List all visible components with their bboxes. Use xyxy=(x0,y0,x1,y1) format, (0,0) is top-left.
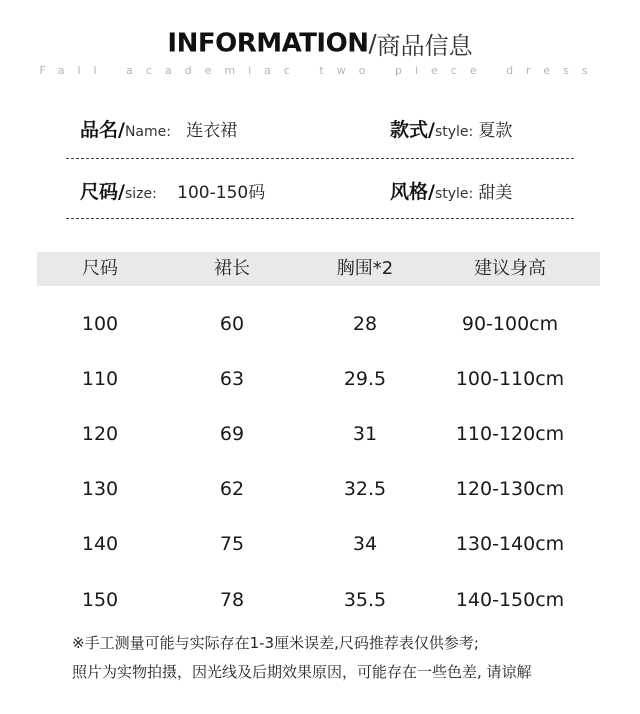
fashion-label-en: style: xyxy=(434,186,474,202)
divider-dashed xyxy=(66,158,574,159)
subtitle: Fall academiac two piece dress xyxy=(39,64,601,77)
name-value: 连衣裙 xyxy=(186,121,238,141)
header-size: 尺码 xyxy=(82,258,118,279)
cell-bust: 34 xyxy=(352,533,378,555)
style-label-en: style: xyxy=(434,124,474,140)
cell-height: 90-100cm xyxy=(461,313,559,335)
cell-height: 110-120cm xyxy=(455,423,565,445)
cell-height: 140-150cm xyxy=(455,589,565,611)
header-height: 建议身高 xyxy=(474,258,546,279)
cell-length: 78 xyxy=(219,589,245,611)
cell-size: 130 xyxy=(81,478,119,500)
fashion-label: 风格/ xyxy=(390,181,435,203)
cell-height: 130-140cm xyxy=(455,533,565,555)
table-row xyxy=(0,419,640,449)
table-row xyxy=(0,474,640,504)
title-separator: / xyxy=(368,29,377,58)
fashion-value: 甜美 xyxy=(478,183,513,203)
cell-size: 100 xyxy=(81,313,119,335)
cell-size: 150 xyxy=(81,589,119,611)
name-label-en: Name: xyxy=(124,124,171,140)
size-table-header xyxy=(37,252,600,286)
page-title xyxy=(0,26,640,61)
cell-bust: 28 xyxy=(352,313,378,335)
info-fashion xyxy=(390,176,512,210)
info-row-1 xyxy=(0,114,640,146)
cell-size: 110 xyxy=(81,368,119,390)
info-size xyxy=(80,176,265,210)
cell-length: 75 xyxy=(219,533,245,555)
title-en: INFORMATION xyxy=(167,28,369,59)
cell-height: 120-130cm xyxy=(455,478,565,500)
color-note: 照片为实物拍摄，因光线及后期效果原因，可能存在一些色差, 请谅解 xyxy=(72,663,532,681)
cell-bust: 32.5 xyxy=(343,478,387,500)
table-row xyxy=(0,364,640,394)
table-row xyxy=(0,309,640,339)
table-row xyxy=(0,585,640,615)
cell-length: 63 xyxy=(219,368,245,390)
name-label: 品名/ xyxy=(80,119,125,141)
header-length: 裙长 xyxy=(214,258,250,279)
cell-length: 60 xyxy=(219,313,245,335)
cell-size: 140 xyxy=(81,533,119,555)
style-value: 夏款 xyxy=(478,121,513,141)
cell-bust: 35.5 xyxy=(343,589,387,611)
size-label: 尺码/ xyxy=(80,181,125,203)
cell-height: 100-110cm xyxy=(455,368,565,390)
size-value: 100-150码 xyxy=(177,183,266,203)
size-label-en: size: xyxy=(124,186,157,202)
cell-length: 69 xyxy=(219,423,245,445)
header-bust: 胸围*2 xyxy=(336,258,394,279)
info-name xyxy=(80,114,237,148)
info-row-2 xyxy=(0,176,640,208)
cell-bust: 29.5 xyxy=(343,368,387,390)
measurement-note: ※手工测量可能与实际存在1-3厘米误差,尺码推荐表仅供参考; xyxy=(72,634,479,652)
divider-dashed xyxy=(66,218,574,219)
cell-length: 62 xyxy=(219,478,245,500)
style-label: 款式/ xyxy=(390,119,435,141)
title-cn: 商品信息 xyxy=(376,32,473,60)
info-style xyxy=(390,114,512,148)
cell-bust: 31 xyxy=(352,423,378,445)
table-row xyxy=(0,529,640,559)
cell-size: 120 xyxy=(81,423,119,445)
